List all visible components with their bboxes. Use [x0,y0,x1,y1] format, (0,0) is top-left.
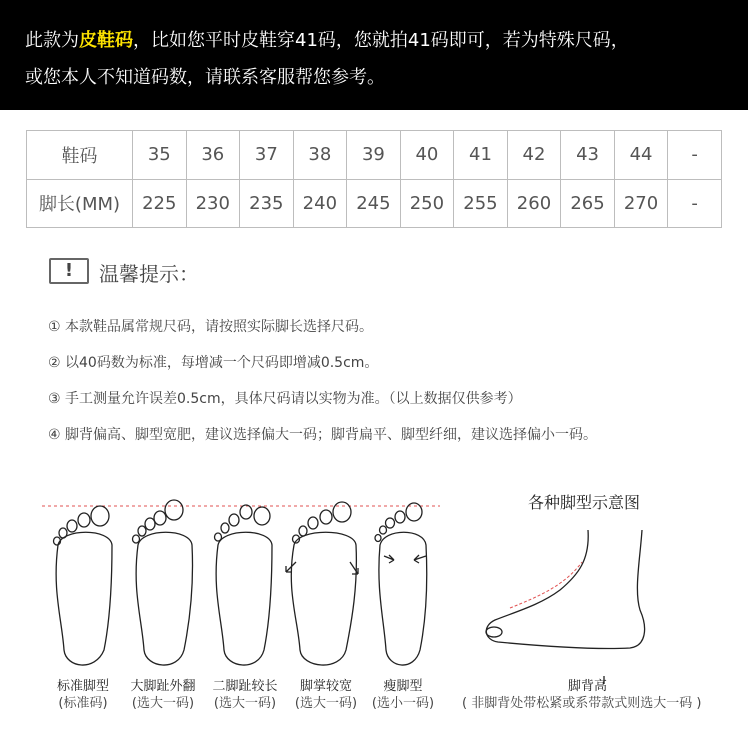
tip-item: ② 以40码数为标准，每增减一个尺码即增减0.5cm。 [48,355,379,371]
instep-note: ( 非脚背处带松紧或系带款式则选大一码 ) [462,696,702,711]
tip-item: ④ 脚背偏高、脚型宽肥，建议选择偏大一码；脚背扁平、脚型纤细，建议选择偏小一码。 [48,427,597,443]
foot-type-sub: (选大一码) [131,696,195,711]
size-cell: 38 [293,131,347,180]
foot-type-sub: (选小一码) [371,696,435,711]
foot-type-label: 大脚趾外翻 [130,679,196,694]
length-cell: 255 [454,179,508,228]
foot-type-sub: (选大一码) [294,696,358,711]
tip-item: ① 本款鞋品属常规尺码，请按照实际脚长选择尺码。 [48,319,373,335]
size-cell: 39 [347,131,401,180]
banner-text: 此款为 [25,30,79,51]
warning-icon: ! [49,258,89,284]
size-cell: 35 [133,131,187,180]
length-cell: 250 [400,179,454,228]
row-header-size: 鞋码 [27,131,133,180]
size-cell: 44 [614,131,668,180]
size-cell: 37 [240,131,294,180]
size-cell: 42 [507,131,561,180]
instep-label: 脚背高 [568,679,608,694]
size-cell: 43 [561,131,615,180]
foot-type-label: 二脚趾较长 [212,679,278,694]
length-cell: 225 [133,179,187,228]
banner-text: ，比如您平时皮鞋穿41码，您就拍41码即可，若为特殊尺码， [133,30,629,51]
narrow-foot-icon [379,532,427,665]
bunion-foot-icon [136,532,192,665]
length-cell: 270 [614,179,668,228]
length-cell: 265 [561,179,615,228]
long-second-toe-foot-icon [216,532,272,665]
foot-type-label: 脚掌较宽 [299,679,352,694]
foot-type-sub: (标准码) [58,696,108,711]
length-cell: 260 [507,179,561,228]
size-cell: 36 [186,131,240,180]
banner-highlight: 皮鞋码 [79,30,133,51]
size-cell: 40 [400,131,454,180]
wide-foot-icon [291,532,356,665]
foot-type-label: 标准脚型 [56,679,109,694]
tips-title: 温馨提示： [99,262,199,286]
length-cell: 230 [186,179,240,228]
foot-type-sub: (选大一码) [213,696,277,711]
size-cell: 41 [454,131,508,180]
foot-type-label: 瘦脚型 [383,679,423,694]
tip-item: ③ 手工测量允许误差0.5cm，具体尺码请以实物为准。（以上数据仅供参考） [48,391,522,407]
diagram-title: 各种脚型示意图 [528,493,641,512]
length-cell: 240 [293,179,347,228]
length-cell: 245 [347,179,401,228]
instep-side-foot-icon [486,530,645,684]
length-cell: 235 [240,179,294,228]
length-cell: - [668,179,722,228]
row-header-length: 脚长(MM) [27,179,133,228]
size-cell: - [668,131,722,180]
standard-foot-icon [56,532,112,665]
banner-line-2: 或您本人不知道码数，请联系客服帮您参考。 [25,67,385,88]
